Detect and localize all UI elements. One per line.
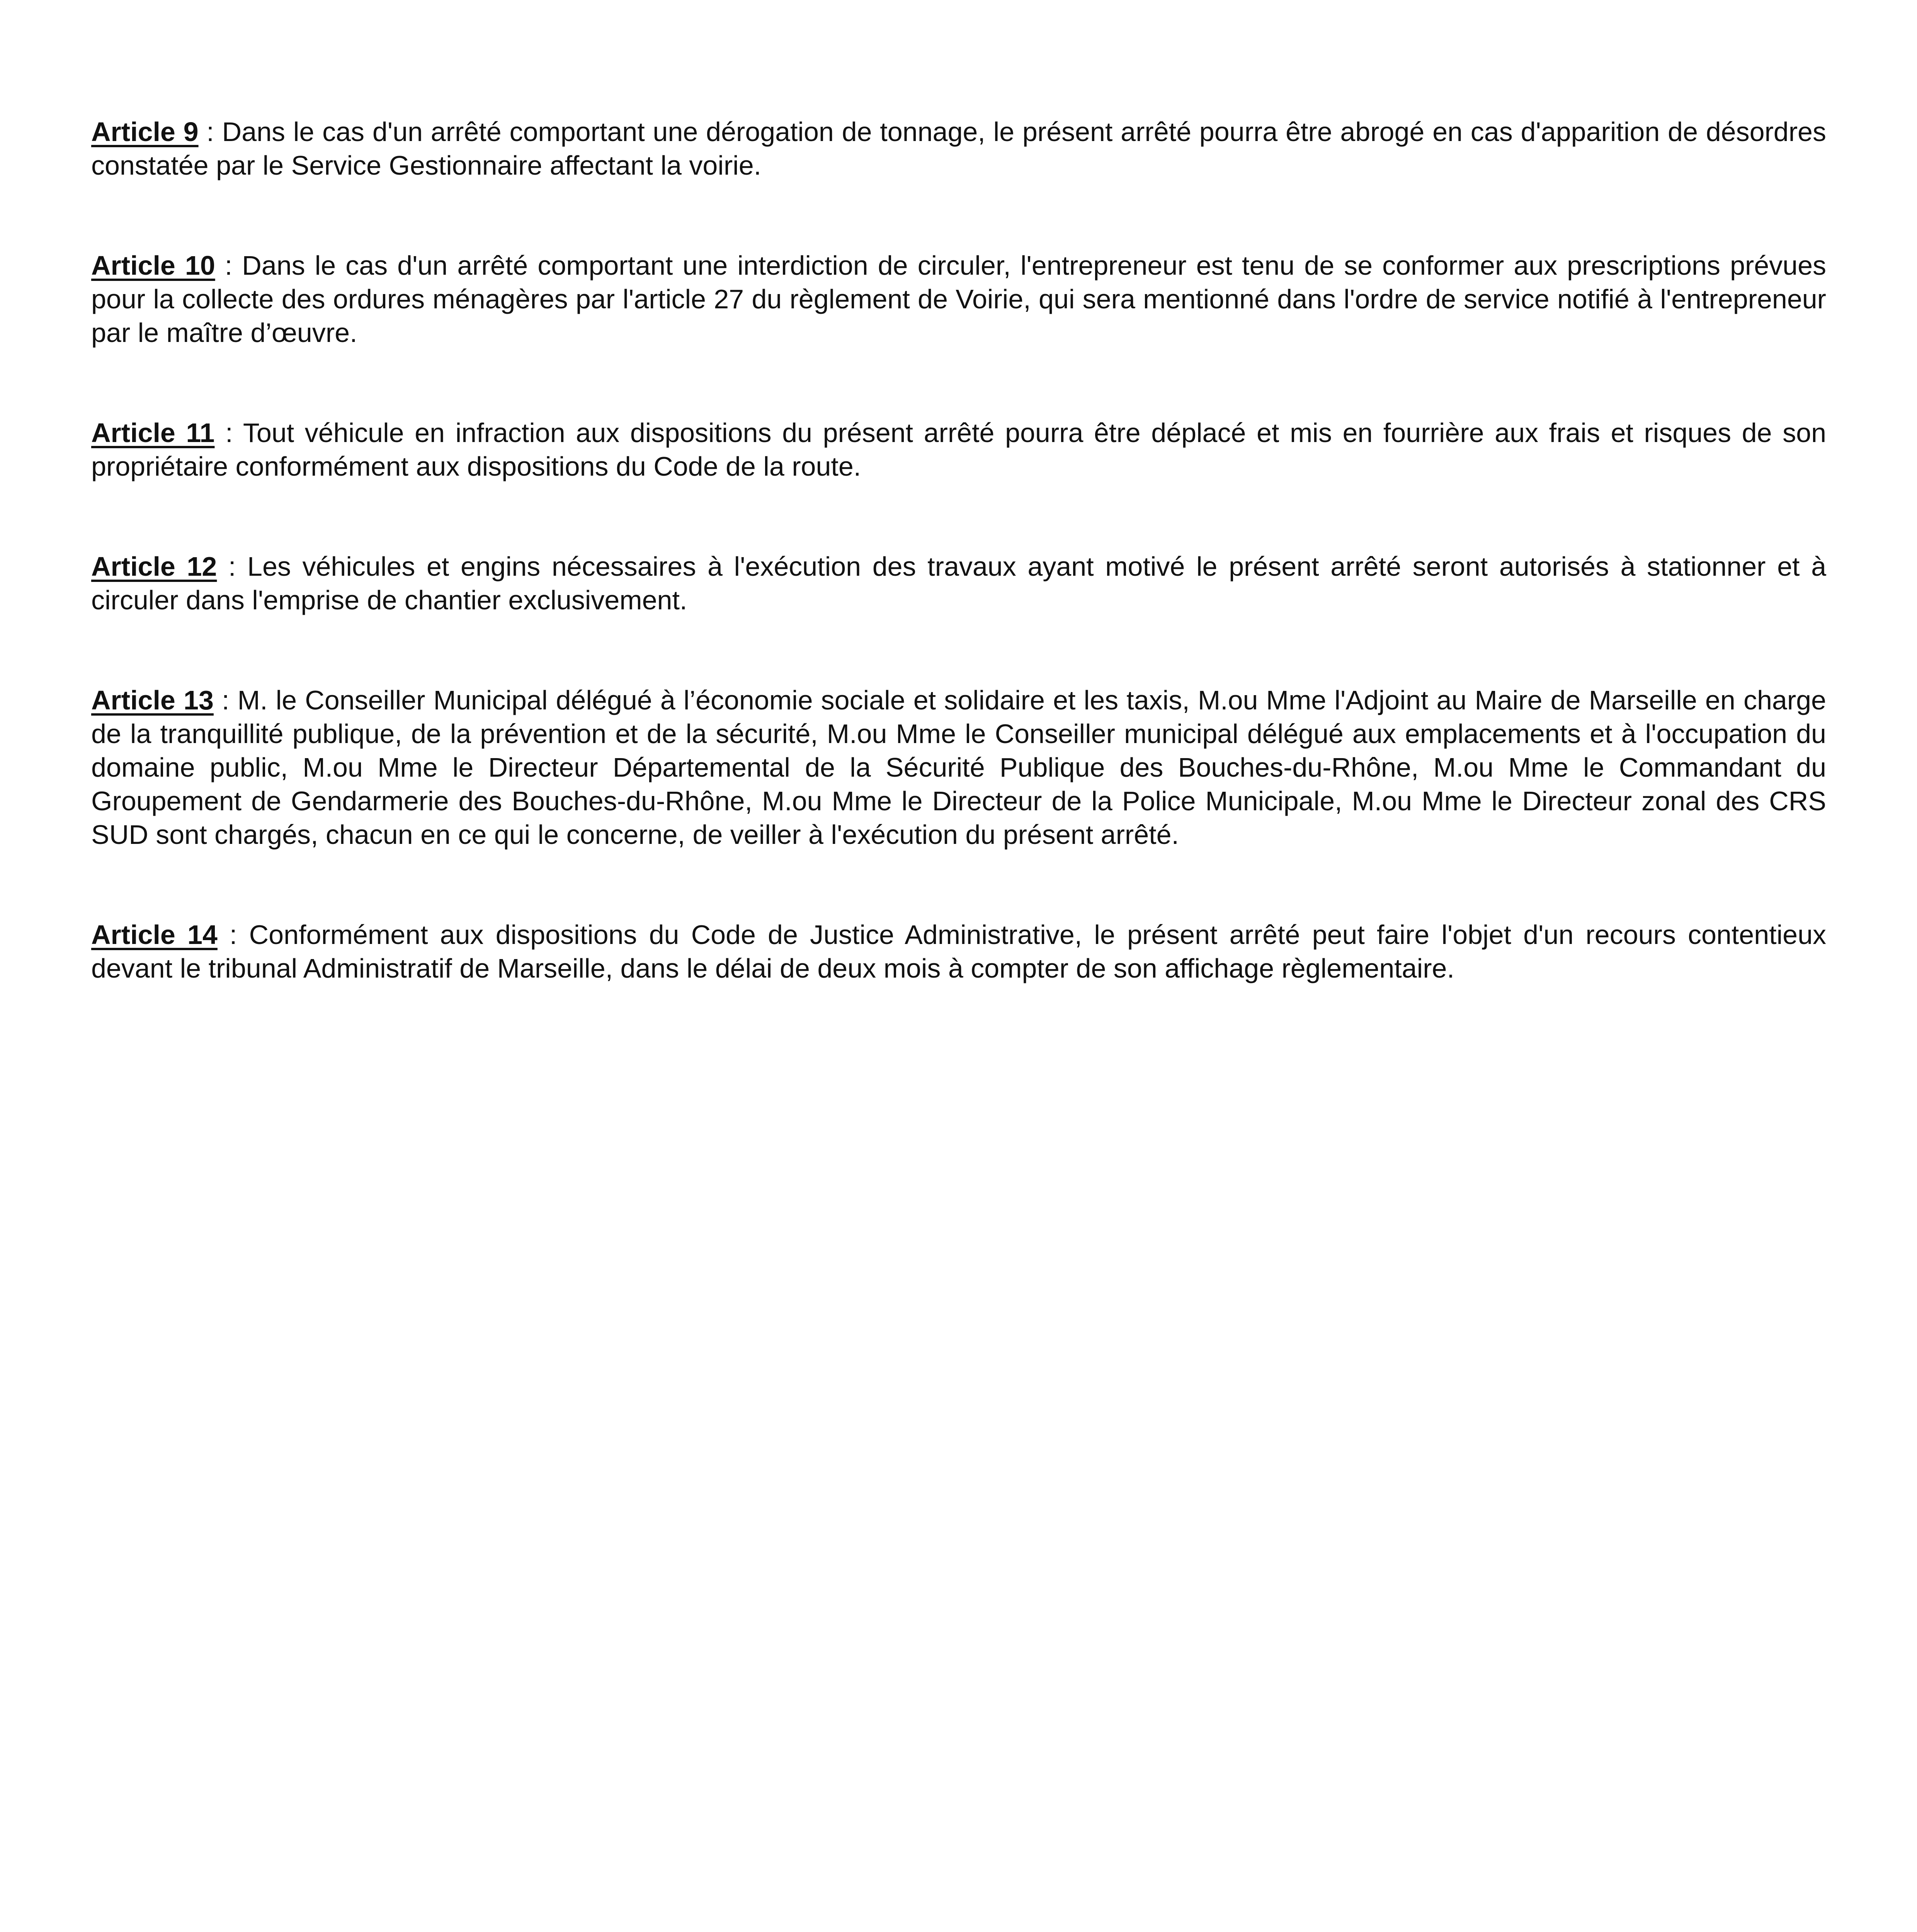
article-heading: Article 12 xyxy=(91,551,217,582)
article-10 xyxy=(91,249,1826,350)
article-heading: Article 14 xyxy=(91,920,218,950)
article-text: : Dans le cas d'un arrêté comportant une dérogation de tonnage, le présent arrêté pourra être abrogé en cas d'apparition de désordres constatée par le Service Gestionnaire affectant la voirie. xyxy=(91,117,1826,180)
article-heading: Article 10 xyxy=(91,250,215,281)
article-heading: Article 11 xyxy=(91,418,215,448)
article-text: : Dans le cas d'un arrêté comportant une interdiction de circuler, l'entrepreneur est tenu de se conformer aux prescriptions prévues pour la collecte des ordures ménagères par l'article 27 du règlement de Voirie, qui sera mentionné dans l'ordre de service notifié à l'entrepreneur par le maître d’œuvre. xyxy=(91,250,1826,348)
article-13 xyxy=(91,684,1826,852)
article-9 xyxy=(91,115,1826,182)
article-text: : M. le Conseiller Municipal délégué à l’économie sociale et solidaire et les taxis, M.ou Mme l'Adjoint au Maire de Marseille en charge de la tranquillité publique, de la prévention et de la sécurité, M.ou Mme le Conseiller municipal délégué aux emplacements et à l'occupation du domaine public, M.ou Mme le Directeur Départemental de la Sécurité Publique des Bouches-du-Rhône, M.ou Mme le Commandant du Groupement de Gendarmerie des Bouches-du-Rhône, M.ou Mme le Directeur de la Police Municipale, M.ou Mme le Directeur zonal des CRS SUD sont chargés, chacun en ce qui le concerne, de veiller à l'exécution du présent arrêté. xyxy=(91,685,1826,850)
article-text: : Conformément aux dispositions du Code de Justice Administrative, le présent arrêté peut faire l'objet d'un recours contentieux devant le tribunal Administratif de Marseille, dans le délai de deux mois à compter de son affichage règlementaire. xyxy=(91,920,1826,983)
article-14 xyxy=(91,918,1826,985)
article-heading: Article 9 xyxy=(91,117,199,147)
article-heading: Article 13 xyxy=(91,685,214,715)
article-text: : Tout véhicule en infraction aux dispositions du présent arrêté pourra être déplacé et mis en fourrière aux frais et risques de son propriétaire conformément aux dispositions du Code de la route. xyxy=(91,418,1826,481)
article-11 xyxy=(91,416,1826,483)
article-text: : Les véhicules et engins nécessaires à l'exécution des travaux ayant motivé le présent arrêté seront autorisés à stationner et à circuler dans l'emprise de chantier exclusivement. xyxy=(91,551,1826,615)
articles-section xyxy=(91,115,1826,1052)
article-12 xyxy=(91,550,1826,617)
